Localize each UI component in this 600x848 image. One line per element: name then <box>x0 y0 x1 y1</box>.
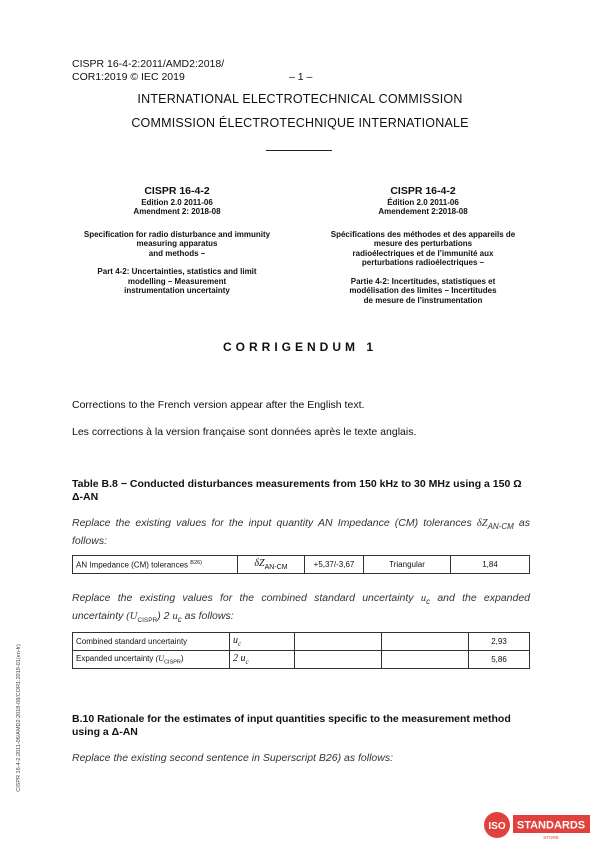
part-line: modelling – Measurement <box>127 276 227 286</box>
table-row <box>73 633 530 651</box>
instruction-tail: as follows: <box>184 610 234 623</box>
symbol-subscript: CISPR <box>164 659 181 666</box>
symbol: 2 u <box>233 653 246 664</box>
empty-cell <box>295 651 382 669</box>
instruction-2 <box>72 591 530 628</box>
spec-line: Spécifications des méthodes et des appareils de <box>330 229 516 239</box>
part-line: instrumentation uncertainty <box>124 286 230 295</box>
result-cell: 1,84 <box>451 556 530 574</box>
label-cell <box>73 651 230 669</box>
standard-title: CISPR 16-4-2 <box>144 185 210 197</box>
amendment: Amendment 2: 2018-08 <box>133 207 221 216</box>
edition: Edition 2.0 2011-06 <box>141 197 213 207</box>
empty-cell <box>382 651 469 669</box>
org-name-fr: COMMISSION ÉLECTROTECHNIQUE INTERNATIONALE <box>131 116 469 130</box>
spec-line: and methods – <box>148 248 206 258</box>
section-heading-table-b8: Table B.8 − Conducted disturbances measurements from 150 kHz to 30 MHz using a 150 Ω Δ-AN <box>72 478 522 503</box>
divider <box>266 150 332 151</box>
english-column <box>62 187 292 296</box>
spec-line: radioélectriques et de l’immunité aux <box>352 248 494 258</box>
iso-standards-logo <box>483 811 590 840</box>
note-english: Corrections to the French version appear after the English text. <box>72 399 365 411</box>
symbol: u <box>233 635 238 646</box>
table-row <box>73 651 530 669</box>
standard-title: CISPR 16-4-2 <box>390 185 456 197</box>
empty-cell <box>295 633 382 651</box>
quantity-cell <box>73 556 238 574</box>
footnote-ref: B26) <box>190 559 202 566</box>
logo-text: STANDARDS <box>516 819 586 832</box>
row-label: Expanded uncertainty <box>76 653 154 663</box>
value-cell: 5,86 <box>469 651 530 669</box>
symbol-subscript: c <box>245 658 249 666</box>
note-french: Les corrections à la version française sont données après le texte anglais. <box>72 426 417 438</box>
label-cell: Combined standard uncertainty <box>73 633 230 651</box>
symbol: δZ <box>476 518 488 529</box>
instruction-tail: as follows: <box>72 517 530 548</box>
document-id-line1: CISPR 16-4-2:2011/AMD2:2018/ <box>72 58 225 70</box>
part-line: Part 4-2: Uncertainties, statistics and limit <box>97 267 257 276</box>
part-line: Partie 4-2: Incertitudes, statistiques et <box>350 276 496 286</box>
symbol-subscript: c <box>426 597 431 607</box>
symbol-subscript: AN-CM <box>264 564 288 571</box>
symbol: δZ <box>254 558 265 569</box>
empty-cell <box>382 633 469 651</box>
symbol-subscript: CISPR <box>137 617 158 625</box>
page-number: – 1 – <box>289 71 313 83</box>
instruction-text: Replace the existing values for the combined standard uncertainty <box>72 592 414 604</box>
symbol: u <box>420 593 427 604</box>
part-line: modélisation des limites – Incertitudes <box>349 286 497 295</box>
document-id-line2: COR1:2019 © IEC 2019 <box>72 71 185 83</box>
spec-line: Specification for radio disturbance and immunity <box>83 229 271 239</box>
symbol-subscript: c <box>238 640 242 648</box>
table-row <box>73 556 530 574</box>
side-reference-text: CISPR 16-4-2:2011-06/AMD2:2018-08/COR1:2019-01(en-fr) <box>16 644 22 792</box>
section-heading-b10: B.10 Rationale for the estimates of input quantities specific to the measurement method using a Δ-AN <box>72 713 511 738</box>
symbol-cell <box>230 651 295 669</box>
value-cell: 2,93 <box>469 633 530 651</box>
org-name-en: INTERNATIONAL ELECTROTECHNICAL COMMISSION <box>137 92 463 106</box>
quantity-label: AN Impedance (CM) tolerances <box>76 560 189 570</box>
symbol-cell <box>238 556 305 574</box>
impedance-table <box>72 555 530 574</box>
uncertainty-table <box>72 632 530 669</box>
instruction-1 <box>72 516 530 548</box>
instruction-text: ) 2 <box>157 610 170 623</box>
distribution-cell: Triangular <box>364 556 451 574</box>
symbol-cell <box>230 633 295 651</box>
spec-line: measuring apparatus <box>136 239 218 248</box>
logo-subtext: STORE <box>543 835 559 840</box>
instruction-3: Replace the existing second sentence in Superscript B26) as follows: <box>72 752 394 764</box>
spec-line: perturbations radioélectriques – <box>361 258 485 267</box>
symbol: u <box>172 611 178 623</box>
symbol-subscript: c <box>177 615 182 625</box>
part-line: de mesure de l’instrumentation <box>363 295 483 305</box>
symbol: (U <box>155 653 165 663</box>
symbol-subscript: AN-CM <box>487 522 514 532</box>
corrigendum-title: CORRIGENDUM 1 <box>222 340 377 354</box>
edition: Édition 2.0 2011-06 <box>387 197 459 207</box>
symbol: (U <box>126 611 138 623</box>
instruction-text: and the expanded uncertainty <box>72 592 531 623</box>
symbol: ) <box>180 653 184 663</box>
document-id <box>72 58 224 84</box>
spec-line: mesure des perturbations <box>373 239 473 248</box>
value-cell: +5,37/-3,67 <box>305 556 364 574</box>
side-reference <box>14 630 24 810</box>
logo-iso: ISO <box>488 821 506 832</box>
amendment: Amendement 2:2018-08 <box>378 207 468 216</box>
french-column <box>308 187 538 305</box>
instruction-text: Replace the existing values for the input quantity AN Impedance (CM) tolerances <box>72 517 472 529</box>
logo-graphic <box>483 811 590 840</box>
